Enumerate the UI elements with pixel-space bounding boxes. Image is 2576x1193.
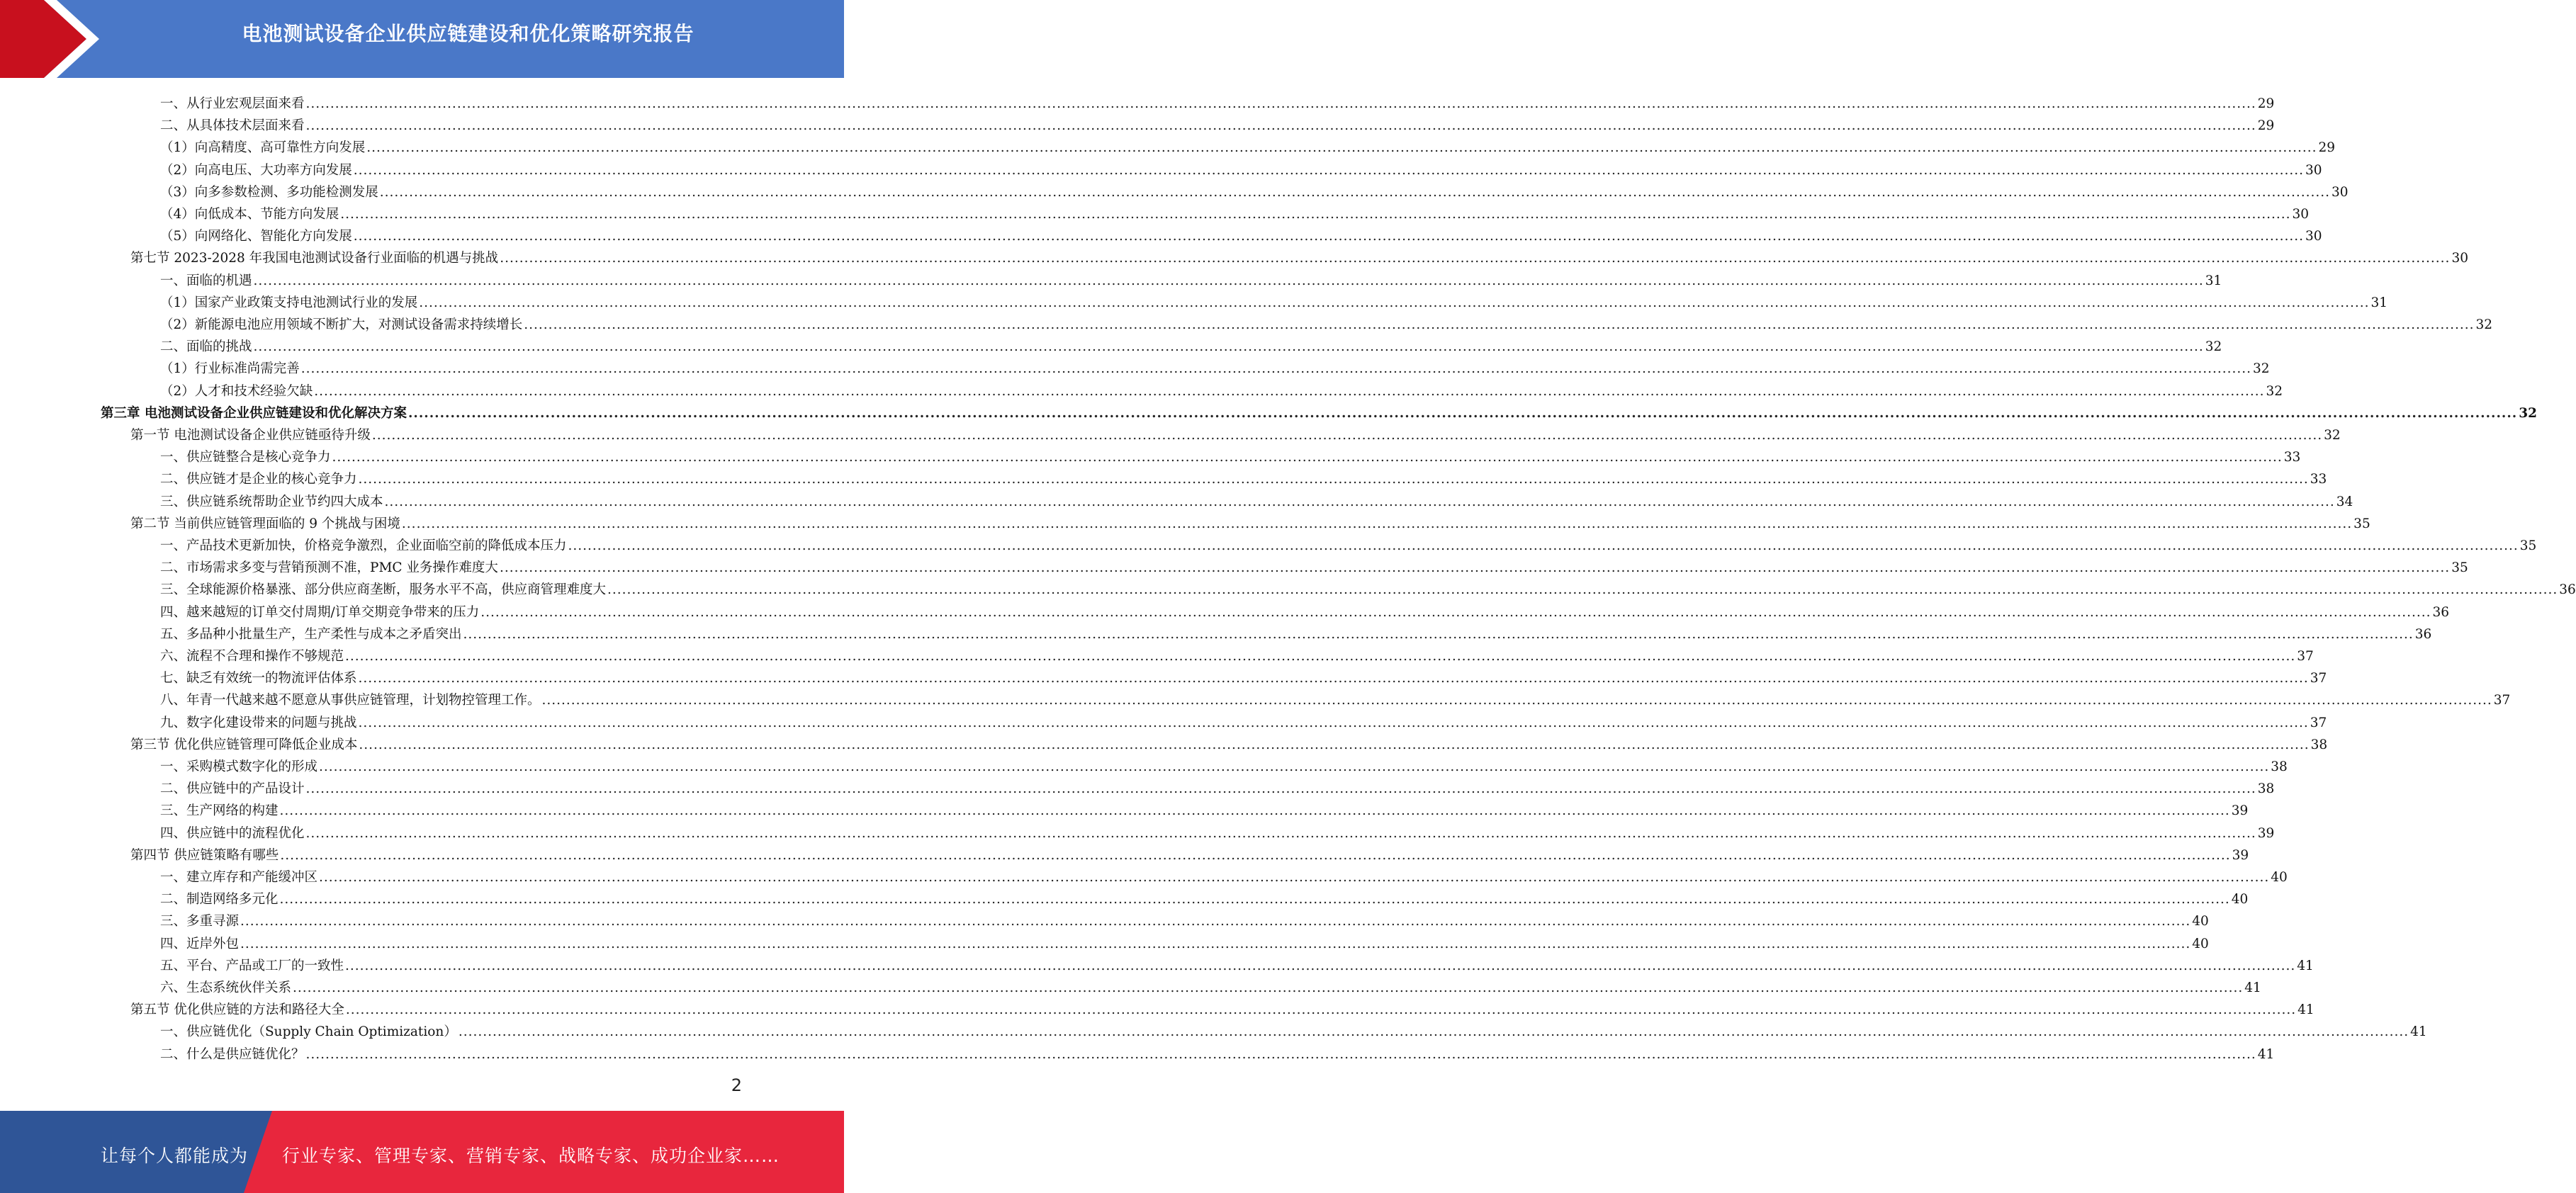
toc-entry-page: 35 [2519,538,2537,553]
toc-entry-title: 五、平台、产品或工厂的一致性 [160,958,344,973]
toc-entry[interactable] [160,489,2353,511]
toc-dot-leader: ................................................................................................................................................................................................................................................................................................................................................................................................................ [345,649,2296,664]
toc-entry-title: 一、产品技术更新加快，价格竞争激烈，企业面临空前的降低成本压力 [160,538,567,553]
toc-entry-title: （4）向低成本、节能方向发展 [160,207,339,222]
toc-entry-title: 第五节 优化供应链的方法和路径大全 [130,1002,344,1018]
toc-entry-title: 二、什么是供应链优化？ [160,1046,305,1062]
toc-entry[interactable] [130,732,2328,754]
toc-dot-leader: ................................................................................................................................................................................................................................................................................................................................................................................................................ [319,759,2270,774]
toc-entry-title: 二、从具体技术层面来看 [160,118,305,134]
toc-dot-leader: ................................................................................................................................................................................................................................................................................................................................................................................................................ [280,847,2231,863]
toc-entry-page: 41 [2297,958,2314,973]
toc-entry-title: 三、供应链系统帮助企业节约四大成本 [160,494,383,509]
toc-entry-page: 39 [2232,847,2249,863]
toc-entry-page: 30 [2305,229,2322,244]
toc-entry-page: 31 [2370,295,2388,310]
toc-entry-title: 九、数字化建设带来的问题与挑战 [160,715,357,730]
toc-entry-page: 33 [2310,472,2327,487]
toc-entry-title: 五、多品种小批量生产，生产柔性与成本之矛盾突出 [160,626,462,642]
toc-dot-leader: ................................................................................................................................................................................................................................................................................................................................................................................................................ [305,118,2256,134]
toc-entry-title: 三、生产网络的构建 [160,803,279,819]
toc-entry-title: （2）向高电压、大功率方向发展 [160,162,352,178]
toc-entry-title: （1）国家产业政策支持电池测试行业的发展 [160,295,418,310]
toc-entry-title: （5）向网络化、智能化方向发展 [160,229,352,244]
toc-dot-leader: ................................................................................................................................................................................................................................................................................................................................................................................................................ [293,980,2244,995]
toc-entry-title: 一、面临的机遇 [160,273,252,288]
toc-entry-page: 29 [2318,140,2336,156]
toc-dot-leader: ................................................................................................................................................................................................................................................................................................................................................................................................................ [463,626,2414,642]
toc-dot-leader: ................................................................................................................................................................................................................................................................................................................................................................................................................ [499,560,2451,576]
toc-entry[interactable] [130,842,2249,864]
toc-entry-title: 四、越来越短的订单交付周期/订单交期竞争带来的压力 [160,604,480,620]
toc-entry-title: 第二节 当前供应链管理面临的 9 个挑战与困境 [130,516,400,531]
toc-entry-page: 40 [2192,936,2209,951]
toc-entry-page: 29 [2257,96,2275,111]
toc-dot-leader: ................................................................................................................................................................................................................................................................................................................................................................................................................ [319,870,2270,885]
toc-entry[interactable] [160,710,2327,732]
toc-entry[interactable] [130,511,2370,533]
toc-entry[interactable] [160,820,2275,842]
toc-entry-page: 32 [2253,361,2270,377]
toc-dot-leader: ................................................................................................................................................................................................................................................................................................................................................................................................................ [305,825,2256,841]
toc-dot-leader: ................................................................................................................................................................................................................................................................................................................................................................................................................ [353,229,2305,244]
toc-entry-title: 二、面临的挑战 [160,339,252,355]
page-footer [0,1111,844,1193]
toc-dot-leader: ................................................................................................................................................................................................................................................................................................................................................................................................................ [332,450,2283,465]
toc-entry[interactable] [160,687,2511,709]
footer-slogan-right: 行业专家、管理专家、营销专家、战略专家、成功企业家…… [282,1146,780,1166]
toc-dot-leader: ................................................................................................................................................................................................................................................................................................................................................................................................................ [279,892,2230,908]
toc-entry[interactable] [160,334,2222,356]
toc-entry-page: 37 [2297,649,2314,664]
toc-dot-leader: ................................................................................................................................................................................................................................................................................................................................................................................................................ [305,1046,2256,1062]
toc-dot-leader: ................................................................................................................................................................................................................................................................................................................................................................................................................ [305,781,2256,797]
toc-entry[interactable] [160,953,2314,975]
toc-entry-title: 二、供应链中的产品设计 [160,781,305,797]
toc-entry[interactable] [160,466,2327,488]
toc-entry-page: 30 [2292,207,2310,222]
toc-entry[interactable] [160,91,2275,113]
toc-dot-leader: ................................................................................................................................................................................................................................................................................................................................................................................................................ [568,538,2519,553]
toc-entry[interactable] [160,864,2288,886]
toc-dot-leader: ................................................................................................................................................................................................................................................................................................................................................................................................................ [366,140,2317,156]
toc-dot-leader: ................................................................................................................................................................................................................................................................................................................................................................................................................ [607,582,2558,598]
toc-entry-page: 40 [2271,870,2288,885]
toc-entry-title: 第四节 供应链策略有哪些 [130,847,279,863]
toc-dot-leader: ................................................................................................................................................................................................................................................................................................................................................................................................................ [371,428,2323,443]
toc-entry[interactable] [160,1019,2427,1041]
toc-entry[interactable] [160,179,2349,201]
toc-dot-leader: ................................................................................................................................................................................................................................................................................................................................................................................................................ [253,339,2204,355]
toc-entry-page: 36 [2414,626,2432,642]
toc-entry[interactable] [160,157,2322,179]
toc-entry[interactable] [160,599,2450,621]
toc-dot-leader: ................................................................................................................................................................................................................................................................................................................................................................................................................ [407,405,2518,421]
toc-entry[interactable] [160,135,2336,157]
toc-entry-title: 第一节 电池测试设备企业供应链亟待升级 [130,428,371,443]
toc-entry-page: 30 [2451,251,2468,266]
toc-entry-page: 37 [2310,715,2327,730]
page-number: 2 [731,1075,742,1095]
toc-entry[interactable] [160,577,2576,599]
toc-entry-title: （3）向多参数检测、多功能检测发展 [160,184,378,200]
toc-entry-title: 六、流程不合理和操作不够规范 [160,649,344,664]
toc-entry-page: 31 [2205,273,2222,288]
toc-entry[interactable] [160,223,2322,245]
toc-entry-title: 第三章 电池测试设备企业供应链建设和优化解决方案 [101,405,407,421]
toc-entry[interactable] [160,643,2314,665]
toc-dot-leader: ................................................................................................................................................................................................................................................................................................................................................................................................................ [458,1024,2409,1040]
toc-entry[interactable] [160,665,2327,687]
page-header [0,0,844,78]
toc-entry-page: 33 [2283,450,2301,465]
toc-entry-page: 34 [2336,494,2353,509]
toc-entry[interactable] [160,201,2310,223]
toc-entry-page: 40 [2231,892,2249,908]
toc-entry[interactable] [160,798,2249,820]
toc-entry[interactable] [160,886,2249,908]
toc-entry-page: 32 [2475,317,2493,332]
toc-dot-leader: ................................................................................................................................................................................................................................................................................................................................................................................................................ [300,361,2252,377]
toc-entry-title: 一、供应链整合是核心竞争力 [160,450,331,465]
toc-entry-page: 39 [2257,825,2275,841]
footer-slogan-left: 让每个人都能成为 [101,1146,249,1166]
toc-entry[interactable] [160,312,2493,334]
toc-dot-leader: ................................................................................................................................................................................................................................................................................................................................................................................................................ [340,207,2291,222]
toc-entry-page: 36 [2559,582,2576,598]
toc-entry[interactable] [160,754,2288,776]
toc-entry-page: 35 [2353,516,2370,531]
toc-entry-title: 三、多重寻源 [160,914,240,929]
toc-entry-page: 30 [2332,184,2349,200]
toc-dot-leader: ................................................................................................................................................................................................................................................................................................................................................................................................................ [279,803,2230,819]
toc-dot-leader: ................................................................................................................................................................................................................................................................................................................................................................................................................ [500,251,2451,266]
toc-dot-leader: ................................................................................................................................................................................................................................................................................................................................................................................................................ [314,383,2265,399]
toc-entry-page: 41 [2410,1024,2427,1040]
toc-entry[interactable] [160,908,2209,930]
toc-dot-leader: ................................................................................................................................................................................................................................................................................................................................................................................................................ [541,693,2492,708]
toc-entry-page: 41 [2297,1002,2315,1018]
header-arrow-decoration [0,0,113,78]
toc-dot-leader: ................................................................................................................................................................................................................................................................................................................................................................................................................ [419,295,2370,310]
toc-entry-page: 38 [2257,781,2275,797]
toc-entry-title: 一、采购模式数字化的形成 [160,759,318,774]
toc-entry[interactable] [160,621,2432,643]
toc-entry-page: 35 [2451,560,2468,576]
toc-entry-page: 32 [2519,405,2537,421]
toc-entry-title: 一、建立库存和产能缓冲区 [160,870,318,885]
toc-dot-leader: ................................................................................................................................................................................................................................................................................................................................................................................................................ [240,936,2191,951]
toc-dot-leader: ................................................................................................................................................................................................................................................................................................................................................................................................................ [305,96,2256,111]
toc-entry-page: 40 [2192,914,2209,929]
toc-entry-page: 41 [2244,980,2261,995]
toc-entry[interactable] [160,356,2270,378]
toc-entry-title: （1）行业标准尚需完善 [160,361,300,377]
toc-entry[interactable] [160,975,2261,997]
toc-entry[interactable] [160,378,2283,400]
toc-entry-title: 八、年青一代越来越不愿意从事供应链管理，计划物控管理工作。 [160,693,541,708]
toc-dot-leader: ................................................................................................................................................................................................................................................................................................................................................................................................................ [253,273,2204,288]
toc-entry-title: （2）新能源电池应用领域不断扩大，对测试设备需求持续增长 [160,317,523,332]
toc-entry[interactable] [160,268,2222,290]
toc-entry[interactable] [130,997,2315,1019]
toc-dot-leader: ................................................................................................................................................................................................................................................................................................................................................................................................................ [345,958,2296,973]
toc-entry-page: 32 [2205,339,2222,355]
toc-entry[interactable] [160,533,2537,555]
toc-entry-page: 29 [2257,118,2275,134]
toc-entry-title: 一、从行业宏观层面来看 [160,96,305,111]
toc-entry-title: 四、近岸外包 [160,936,240,951]
toc-entry-title: 七、缺乏有效统一的物流评估体系 [160,671,357,686]
toc-entry[interactable] [160,555,2468,577]
toc-dot-leader: ................................................................................................................................................................................................................................................................................................................................................................................................................ [240,914,2191,929]
toc-dot-leader: ................................................................................................................................................................................................................................................................................................................................................................................................................ [353,162,2305,178]
toc-entry-title: 一、供应链优化（Supply Chain Optimization） [160,1024,457,1040]
toc-entry-title: 第三节 优化供应链管理可降低企业成本 [130,737,358,752]
toc-dot-leader: ................................................................................................................................................................................................................................................................................................................................................................................................................ [345,1002,2297,1018]
header-title: 电池测试设备企业供应链建设和优化策略研究报告 [242,22,694,45]
toc-entry[interactable] [160,113,2275,135]
toc-entry-title: 二、供应链才是企业的核心竞争力 [160,472,357,487]
toc-entry[interactable] [160,776,2275,798]
toc-entry-title: 六、生态系统伙伴关系 [160,980,292,995]
toc-entry[interactable] [160,931,2209,953]
toc-entry-title: （2）人才和技术经验欠缺 [160,383,313,399]
toc-dot-leader: ................................................................................................................................................................................................................................................................................................................................................................................................................ [384,494,2335,509]
toc-entry[interactable] [101,400,2537,422]
toc-entry-page: 37 [2310,671,2327,686]
toc-entry[interactable] [160,444,2301,466]
toc-dot-leader: ................................................................................................................................................................................................................................................................................................................................................................................................................ [524,317,2475,332]
toc-entry-page: 32 [2324,428,2341,443]
toc-entry-page: 30 [2305,162,2322,178]
toc-entry-title: 三、全球能源价格暴涨、部分供应商垄断，服务水平不高，供应商管理难度大 [160,582,607,598]
toc-entry[interactable] [130,245,2468,267]
toc-entry-page: 32 [2266,383,2283,399]
toc-entry-title: 四、供应链中的流程优化 [160,825,305,841]
toc-entry-title: （1）向高精度、高可靠性方向发展 [160,140,366,156]
toc-dot-leader: ................................................................................................................................................................................................................................................................................................................................................................................................................ [359,737,2310,752]
toc-dot-leader: ................................................................................................................................................................................................................................................................................................................................................................................................................ [480,604,2431,620]
toc-entry-page: 38 [2310,737,2328,752]
toc-entry-page: 36 [2432,604,2450,620]
toc-entry[interactable] [130,422,2341,444]
toc-dot-leader: ................................................................................................................................................................................................................................................................................................................................................................................................................ [358,472,2309,487]
toc-entry-title: 第七节 2023-2028 年我国电池测试设备行业面临的机遇与挑战 [130,251,499,266]
toc-entry-page: 41 [2257,1046,2275,1062]
toc-entry-page: 37 [2493,693,2511,708]
toc-dot-leader: ................................................................................................................................................................................................................................................................................................................................................................................................................ [358,715,2309,730]
toc-dot-leader: ................................................................................................................................................................................................................................................................................................................................................................................................................ [401,516,2353,531]
toc-entry[interactable] [160,1041,2275,1063]
toc-dot-leader: ................................................................................................................................................................................................................................................................................................................................................................................................................ [379,184,2331,200]
toc-entry-page: 39 [2231,803,2249,819]
toc-entry-title: 二、制造网络多元化 [160,892,279,908]
toc-entry-page: 38 [2271,759,2288,774]
toc-entry[interactable] [160,290,2388,312]
toc-entry-title: 二、市场需求多变与营销预测不准，PMC 业务操作难度大 [160,560,498,576]
toc-dot-leader: ................................................................................................................................................................................................................................................................................................................................................................................................................ [358,671,2309,686]
